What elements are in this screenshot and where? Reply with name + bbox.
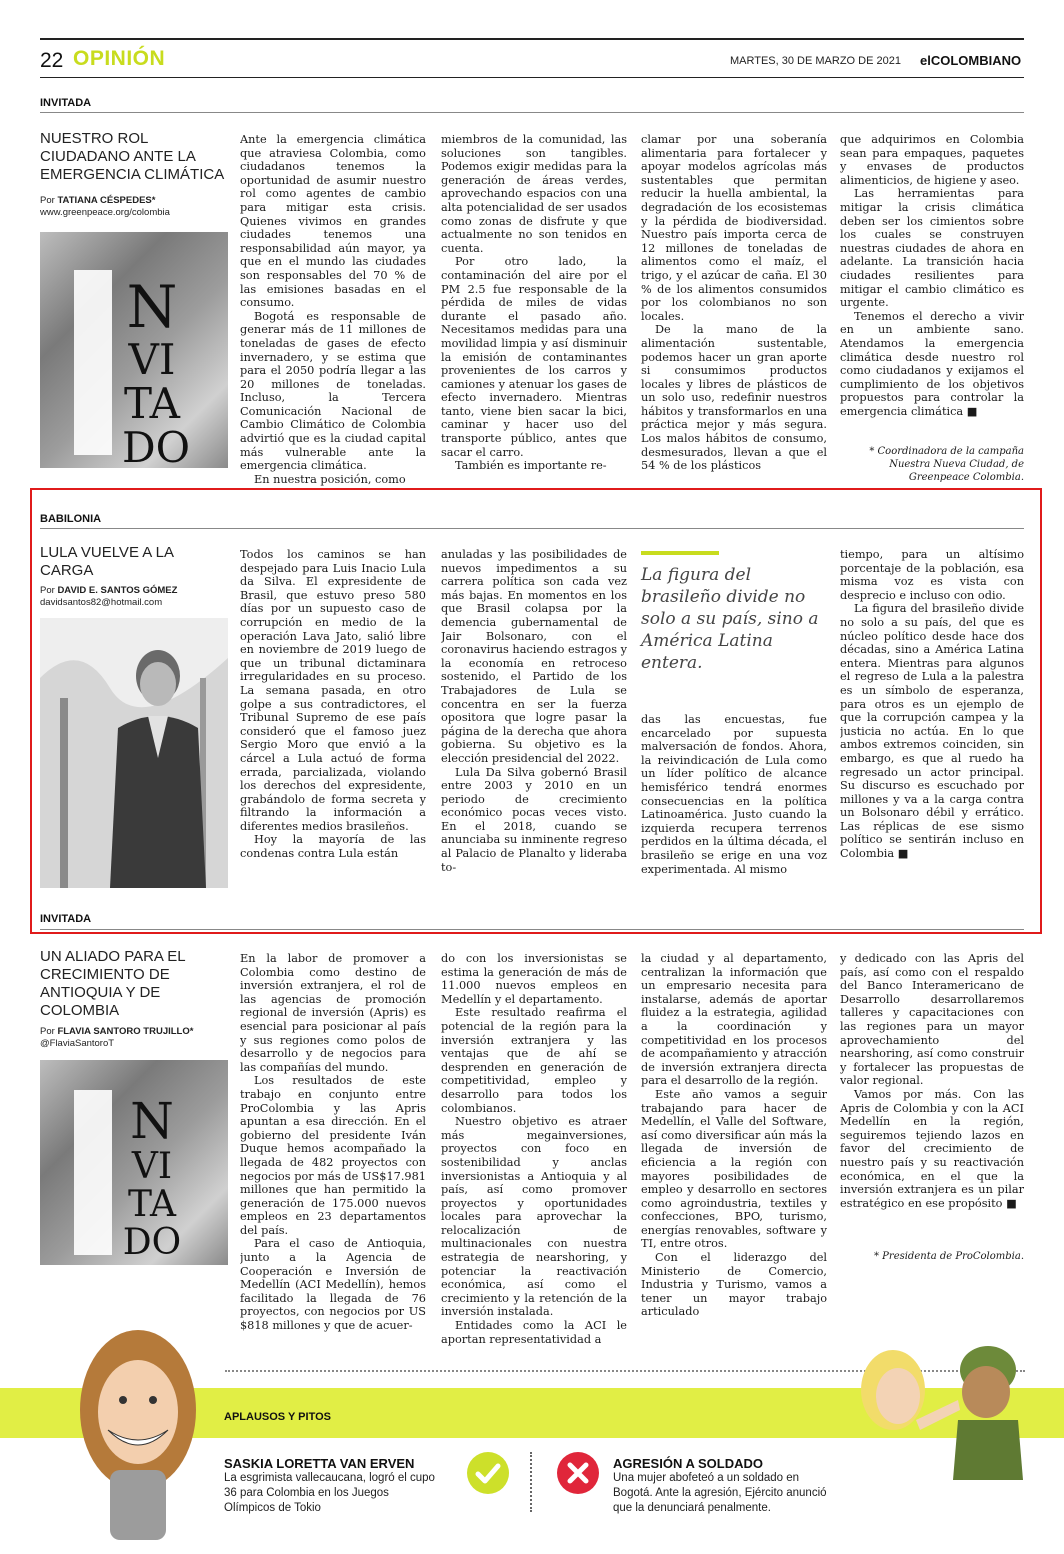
- article3-column-4: y dedicado con las Apris del país, así como con el respaldo del Banco Interamericano de Desarrollo desarrollaremos talleres y capacitaciones con las regiones para un mayor aprovechamiento del nearshoring, así como construir y fortalecer las propuestas de valor regional. Vamos por más. Con las Apris de Colombia y con la ACI Medellín en la región, seguiremos tejiendo lazos en favor del crecimiento de nuestro país y su reactivación económica, en el que la inversión extranjera es un pilar estratégico en ese propósito ■: [840, 952, 1024, 1210]
- article2-author: DAVID E. SANTOS GÓMEZ: [57, 585, 178, 596]
- pullquote: La figura del brasileño divide no solo a su país, sino a América Latina entera.: [641, 565, 819, 673]
- aplauso-text: La esgrimista vallecaucana, logró el cupo 36 para Colombia en los Juegos Olímpicos de Tokio: [224, 1472, 435, 1514]
- article2-kicker: BABILONIA: [40, 513, 102, 525]
- section-title: OPINIÓN: [73, 47, 166, 70]
- pito-text: Una mujer abofeteó a un soldado en Bogotá. Ante la agresión, Ejército anunció que la denunciará penalmente.: [613, 1472, 827, 1514]
- invitado-i-shape-2: [74, 1090, 112, 1255]
- article3-title: UN ALIADO PARA EL CRECIMIENTO DE ANTIOQUIA Y DE COLOMBIA: [40, 948, 186, 1019]
- header-rule: [40, 38, 1024, 40]
- caricature-slap-icon: [848, 1330, 1028, 1480]
- author-photo: [40, 618, 228, 888]
- article3-column-2: do con los inversionistas se estima la generación de más de 11.000 nuevos empleos en Medellín y el departamento. Este resultado reafirma el potencial de la región para la inversión extranjera y las ventajas que de ahí se desprenden en generación de competitividad, empleo y desarrollo para todos los colombianos. Nuestro objetivo es atraer más megainversiones, proyectos con foco en sostenibilidad y anclas inversionistas a Antioquia y al país, así como promover proyectos y oportunidades locales para aprovechar la relocalización de multinacionales con nuestra estrategia de nearshoring, y potenciar la reactivación económica, así como el crecimiento y la retención de la inversión instalada. Entidades como la ACI le aportan representatividad a: [441, 952, 627, 1346]
- article3-byline: Por FLAVIA SANTORO TRUJILLO*: [40, 1026, 194, 1037]
- header-divider: [40, 77, 1024, 78]
- article3-column-3: la ciudad y al departamento, centralizan la información que un empresario necesita para instalarse, además de aportar fluidez a la estrategia, agilidad a la coordinación y competitividad en los procesos de acompañamiento y atracción de inversión extranjera directa para el desarrollo de la región. Este año vamos a seguir trabajando para hacer de Medellín, el Valle del Software, así como diversificar aún más la llegada de inversión de eficiencia a la región con mayores posibilidades de empleo y desarrollo en sectores como agroindustria, textiles y confecciones, BPO, turismo, energías renovables, software y TI, entre otros. Con el liderazgo del Ministerio de Comercio, Industria y Turismo, vamos a tener un mayor trabajo articulado: [641, 952, 827, 1319]
- article3-footnote: * Presidenta de ProColombia.: [874, 1251, 1024, 1262]
- article2-kicker-rule: [40, 528, 1024, 529]
- article2-column-3: das las encuestas, fue encarcelado por supuesta malversación de fondos. Ahora, la reivindicación de Lula como un líder político de alcance hemisférico tendrá enormes consecuencias en la política Latinoamérica. Justo cuando la izquierda recupera terrenos perdidos en la última década, el brasileño se erige en una voz experimentada. Al mismo: [641, 713, 827, 876]
- article2-column-1: Todos los caminos se han despejado para Luis Inacio Lula da Silva. El expresidente de Brasil, que estuvo preso 580 días por un supuesto caso de corrupción en medio de la operación Lava Jato, salió libre en noviembre de 2019 luego de que un tribunal dictaminara irregularidades en su proceso. La semana pasada, en otro golpe a sus contradictores, el Tribunal Supremo de ese país consideró que el famoso juez Sergio Moro que envió a la cárcel a Lula actuó de forma errada, parcializada, violando los derechos del expresidente, grabándolo de forma secreta y filtrando la información a diferentes medios brasileños. Hoy la mayoría de las condenas contra Lula están: [240, 548, 426, 861]
- check-icon: [467, 1452, 509, 1494]
- article2-byline: Por DAVID E. SANTOS GÓMEZ: [40, 585, 178, 596]
- article1-column-4: que adquirimos en Colombia sean para empaques, paquetes y envases de productos alimenticios, de higiene y aseo. Las herramientas para mitigar la crisis climática deben ser los cimientos sobre los cuales se construyen nuestras ciudades de ahora en adelante. La transición hacia ciudades resilientes para mitigar el cambio climático es urgente. Tenemos el derecho a vivir en un ambiente sano. Atendamos la emergencia climática desde nuestro rol como ciudadanos y exijamos el cumplimiento de los objetivos propuestos para controlar la emergencia climática ■: [840, 133, 1024, 418]
- page-number: 22: [40, 49, 64, 72]
- article2-column-2: anuladas y las posibilidades de nuevos impedimentos a su carrera política son cada vez más bajas. En momentos en los que Brasil colapsa por la demencia gubernamental de Jair Bolsonaro, con el coronavirus haciendo estragos y la economía en retroceso sostenido, el Partido de los Trabajadores de Lula se concentra en ser la fuerza opositora que logre pasar la página de la derecha que ahora gobierna. Su objetivo es la elección presidencial del 2022. Lula Da Silva gobernó Brasil entre 2003 y 2010 en un periodo de crecimiento económico pocas veces visto. En el 2018, cuando se anunciaba su inminente regreso al Palacio de Planalto y lideraba to-: [441, 548, 627, 874]
- article1-column-1: Ante la emergencia climática que atraviesa Colombia, como ciudadanos tenemos la oportunidad de asumir nuestro rol como agentes de cambio para mitigar esta crisis. Quienes vivimos en grandes ciudades tenemos una responsabilidad aún mayor, ya que en el mundo las ciudades son responsables del 70 % de las emisiones basadas en el consumo. Bogotá es responsable de generar más de 11 millones de toneladas de gases de efecto invernadero, y se estima que para el 2050 podría llegar a las 20 millones de toneladas. Incluso, la Tercera Comunicación Nacional de Cambio Climático de Colombia advirtió que es la ciudad capital más vulnerable ante la emergencia climática. En nuestra posición, como: [240, 133, 426, 486]
- badge-letters-2: N VI TA DO: [122, 1092, 182, 1263]
- article2-contact: davidsantos82@hotmail.com: [40, 597, 163, 608]
- article1-byline: Por TATIANA CÉSPEDES*: [40, 195, 156, 206]
- aplausos-divider: [530, 1452, 532, 1512]
- article3-contact: @FlaviaSantoroT: [40, 1038, 115, 1049]
- author-photo-illustration: [40, 618, 228, 888]
- badge-letters: N VI TA DO: [122, 273, 191, 468]
- article3-author: FLAVIA SANTORO TRUJILLO*: [57, 1026, 194, 1037]
- caricature-woman-icon: [68, 1300, 208, 1540]
- article1-author: TATIANA CÉSPEDES*: [57, 195, 156, 206]
- invitado-badge-image: [40, 232, 228, 468]
- article1-footnote: * Coordinadora de la campaña Nuestra Nueva Ciudad, de Greenpeace Colombia.: [869, 446, 1024, 483]
- issue-date: MARTES, 30 DE MARZO DE 2021: [730, 55, 901, 67]
- aplauso-name: SASKIA LORETTA VAN ERVEN: [224, 1456, 415, 1471]
- article1-kicker-rule: [40, 112, 1024, 113]
- article1-title: NUESTRO ROL CIUDADANO ANTE LA EMERGENCIA CLIMÁTICA: [40, 130, 225, 183]
- cross-icon: [557, 1452, 599, 1494]
- aplausos-title: APLAUSOS Y PITOS: [224, 1411, 331, 1423]
- article2-title: LULA VUELVE A LA CARGA: [40, 544, 174, 579]
- pito-name: AGRESIÓN A SOLDADO: [613, 1456, 763, 1471]
- invitado-badge-image-2: [40, 1060, 228, 1265]
- article3-kicker-rule: [40, 929, 1024, 930]
- invitado-i-shape: [74, 270, 112, 455]
- article1-column-2: miembros de la comunidad, las soluciones son tangibles. Podemos exigir medidas para la generación de áreas verdes, aprovechando espacios con una alta potencialidad de ser usados como zonas de disfrute y que actualmente no son tenidos en cuenta. Por otro lado, la contaminación del aire por el PM 2.5 fue responsable de la pérdida de miles de vidas durante el pasado año. Necesitamos medidas para una movilidad limpia y así disminuir la emisión de contaminantes provenientes de los carros y camiones y atenuar los gases de efecto invernadero. Mientras tanto, viene bien sacar la bici, caminar y hacer uso del transporte público, antes que sacar el carro. También es importante re-: [441, 133, 627, 473]
- article3-kicker: INVITADA: [40, 913, 92, 925]
- article3-column-1: En la labor de promover a Colombia como destino de inversión extranjera, el rol de las agencias de promoción regional de inversión (Apris) es esencial para posicionar al país y sus regiones como polos de desarrollo y de negocios para las compañías del mundo. Los resultados de este trabajo en conjunto entre ProColombia y las Apris apuntan a esa dirección. En el gobierno del presidente Iván Duque hemos acompañado la llegada de 482 proyectos con negocios por más de US$17.981 millones que han permitido la generación de 175.000 nuevos empleos en 23 departamentos del país. Para el caso de Antioquia, junto a la Agencia de Cooperación e Inversión de Medellín (ACI Medellín), hemos facilitado la llegada de 76 proyectos, con negocios por US $818 millones y que de acuer-: [240, 952, 426, 1333]
- article1-contact: www.greenpeace.org/colombia: [40, 207, 170, 218]
- pullquote-accent-bar: [641, 551, 719, 555]
- article1-column-3: clamar por una soberanía alimentaria para fortalecer y apoyar modelos agrícolas más sustentables que permitan reducir la huella ambiental, la degradación de los ecosistemas y la pérdida de biodiversidad. Nuestro país importa cerca de 12 millones de toneladas de alimentos como el maíz, el trigo, y el azúcar de caña. El 30 % de los alimentos consumidos por los colombianos no son locales. De la mano de la alimentación sustentable, podemos hacer un gran aporte si consumimos productos locales y libres de plásticos de un solo uso, redefinir nuestros hábitos y transformarlos en una práctica mejor y más segura. Los malos hábitos de consumo, desmesurados, llevan a que el 54 % de los plásticos: [641, 133, 827, 473]
- article1-kicker: INVITADA: [40, 97, 92, 109]
- newspaper-brand: elCOLOMBIANO: [920, 53, 1022, 68]
- article2-column-4: tiempo, para un altísimo porcentaje de la población, esa misma voz es vista con desprecio e incluso con odio. La figura del brasileño divide no solo a su país, del que es núcleo político desde hace dos décadas, sino a América Latina entera. Mientras para algunos el regreso de Lula a la palestra es un símbolo de esperanza, para otros es un ejemplo de que la corrupción campea y la justicia no actúa. En lo que ambos extremos coinciden, sin embargo, es que al ruedo ha regresado un actor principal. Su discurso es escuchado por millones y va a la carga contra un Bolsonaro débil y errático. Las réplicas de ese sismo político se sentirán incluso en Colombia ■: [840, 548, 1024, 861]
